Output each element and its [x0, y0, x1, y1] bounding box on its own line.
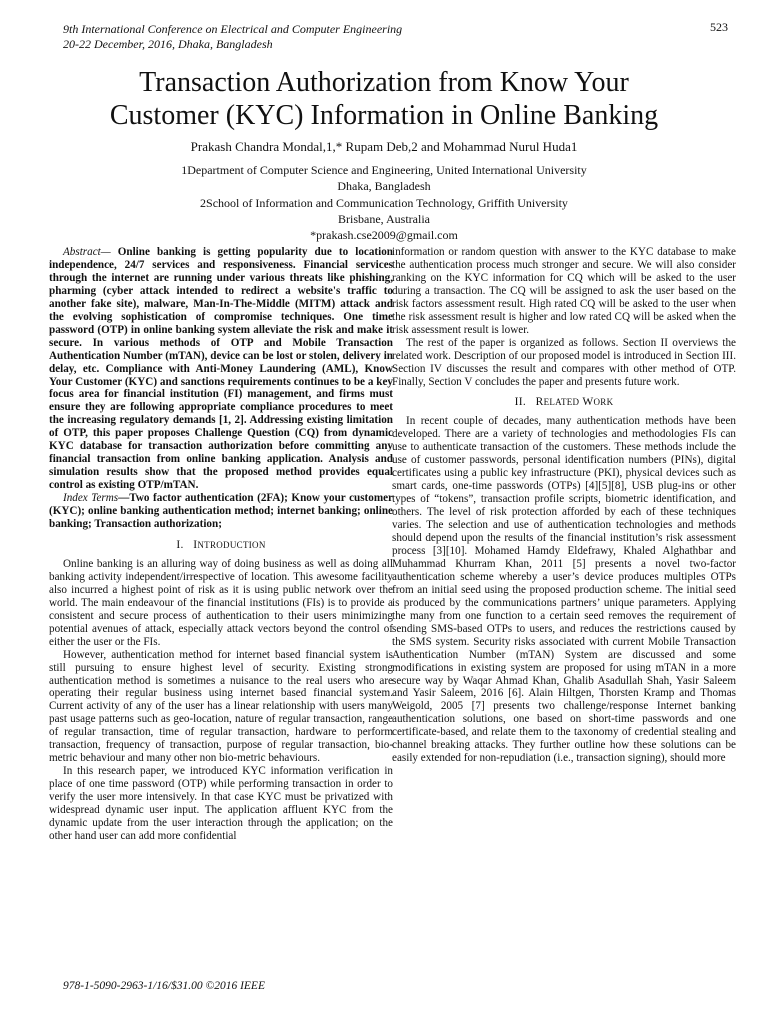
author-list: Prakash Chandra Mondal,1,* Rupam Deb,2 and Mohammad Nurul Huda1: [190, 139, 578, 154]
affiliation-1-city: Dhaka, Bangladesh: [337, 179, 431, 194]
paper-title: [40, 66, 728, 132]
corresponding-email: *prakash.cse2009@gmail.com: [310, 228, 458, 243]
right-column: [392, 246, 736, 765]
copyright-footer: 978-1-5090-2963-1/16/$31.00 ©2016 IEEE: [63, 980, 265, 992]
affiliations: [40, 162, 728, 243]
affiliation-2: 2School of Information and Communication Technology, Griffith University: [200, 195, 568, 210]
intro-paragraph-3: In this research paper, we introduced KYC information verification in place of one time password (OTP) while performing transaction in order to verify the user more intensively. In that case KYC must be privatized with widespread dynamic user input. The application affluent KYC from the dynamic update from the user interaction through the application; on the other hand user can add more confidential: [49, 765, 393, 842]
abstract-text: Online banking is getting popularity due to location independence, 24/7 services and responsiveness. Financial services through the internet are running under various threats like phishing, pharming (cyber attack intended to redirect a website's traffic to another fake site), malware, Man-In-The-Middle (MITM) attack and the evolving sophistication of compromise techniques. One time password (OTP) in online banking system alleviate the risk and make it secure. In various methods of OTP and Mobile Transaction Authentication Number (mTAN), device can be lost or stolen, delivery in delay, etc. Compliance with Anti-Money Laundering (AML), Know Your Customer (KYC) and sanctions requirements continues to be a key focus area for financial institution (FI) management, and firms must ensure they are following appropriate compliance procedures to meet the increasing regulatory demands [1, 2]. Addressing existing limitation of OTP, this paper proposes Challenge Question (CQ) from dynamic KYC database for transaction authorization before committing any financial transaction from online banking application. Analysis and simulation results show that the proposed method provides equal control as existing OTP/mTAN.: [49, 246, 393, 492]
abstract: [49, 246, 393, 492]
intro-paragraph-2: However, authentication method for internet based financial system is still pursuing to ensure highest level of security. Existing strong authentication method is sometimes a nuisance to the real users who are operating their regular business using internet based financial system. Current activity of any of the user has a linear relationship with users many past usage patterns such as geo-location, nature of regular transaction, range of regular transaction, time of regular transaction, hardware to perform transaction, frequency of transaction, purpose of regular transaction, bio-metric behaviour and many other non bio-metric behaviours.: [49, 648, 393, 765]
page-number: 523: [710, 20, 728, 34]
index-terms: [49, 492, 393, 531]
conference-line-1: 9th International Conference on Electrical and Computer Engineering: [63, 22, 403, 36]
title-line-2: Customer (KYC) Information in Online Banking: [109, 100, 659, 131]
conference-header: [63, 22, 402, 52]
affiliation-1: 1Department of Computer Science and Engineering, United International University: [181, 163, 587, 177]
conference-line-2: 20-22 December, 2016, Dhaka, Bangladesh: [63, 37, 273, 51]
affiliation-2-city: Brisbane, Australia: [338, 211, 430, 226]
left-column: [49, 246, 393, 843]
title-line-1: Transaction Authorization from Know Your: [139, 67, 629, 98]
index-terms-label: Index Terms: [63, 492, 119, 505]
section-heading-related-work: II. RELATED WORK: [514, 396, 614, 409]
intro-paragraph-3-continued: information or random question with answer to the KYC database to make the authentication process much stronger and secure. We will also consider ranking on the KYC information for CQ which will be asked to the user during a transaction. The CQ will be assigned to ask the user based on the risk factors assessment result. High rated CQ will be asked to the user when the risk assessment result is higher and low rated CQ will be asked when the risk assessment result is lower.: [392, 246, 736, 336]
index-terms-text: —Two factor authentication (2FA); Know your customer (KYC); online banking authentication method; internet banking; online banking; Transaction authorization;: [49, 492, 394, 531]
section-heading-introduction: I. INTRODUCTION: [176, 538, 266, 551]
intro-paragraph-1: Online banking is an alluring way of doing business as well as doing all banking activity independent/irrespective of location. This awesome facility also incurred a highest point of risk as it is using public network over the world. The main endeavour of the financial institutions (FIs) is to provide a consistent and secure process of authentication to their users minimizing potential avenues of attack, especially attack vectors beyond the control of either the user or the FIs.: [49, 557, 393, 648]
abstract-label: Abstract—: [63, 246, 111, 258]
paper-organization-paragraph: The rest of the paper is organized as follows. Section II overviews the related work. Description of our proposed model is introduced in Section III. Section IV discusses the result and compares with other method of OTP. Finally, Section V concludes the paper and presents future work.: [392, 336, 736, 388]
related-work-paragraph-1: In recent couple of decades, many authentication methods have been developed. There are a variety of technologies and methodologies FIs can use to authenticate transaction of the customers. These methods include the use of customer passwords, personal identification numbers (PINs), digital certificates using a public key infrastructure (PKI), physical devices such as smart cards, one-time passwords (OTPs) [4][5][8], USB plug-ins or other types of “tokens”, transaction profile scripts, biometric identification, and others. The level of risk protection afforded by each of these techniques varies. The selection and use of authentication technologies and methods should depend upon the results of the financial institution’s risk assessment process [3][10]. Mohamed Hamdy Eldefrawy, Khaled Alghathbar and Muhammad Khurram Khan, 2011 [5] presents a novel two-factor authentication scheme whereby a user’s device produces multiples OTPs from an initial seed using the proposed production scheme. The initial seed is produced by the communications partners’ unique parameters. Applying the many from one function to a certain seed removes the requirement of sending SMS-based OTPs to users, and reduces the restrictions caused by the SMS system. Security risks associated with current Mobile Transaction Authentication Number (mTAN) System are discussed and some modifications in existing system are proposed for using mTAN in a more secure way by Waqar Ahmad Khan, Ghalib Asadullah Shah, Yasir Saleem and Yasir Saleem, 2016 [6]. Alain Hiltgen, Thorsten Kramp and Thomas Weigold, 2005 [7] presents two challenge/response Internet banking authentication solutions, one based on short-time passwords and one certificate-based, and relate them to the taxonomy of credential stealing and channel breaking attacks. They further outline how these solutions can be easily extended for non-repudiation (i.e., transaction signing), should more: [392, 415, 736, 765]
